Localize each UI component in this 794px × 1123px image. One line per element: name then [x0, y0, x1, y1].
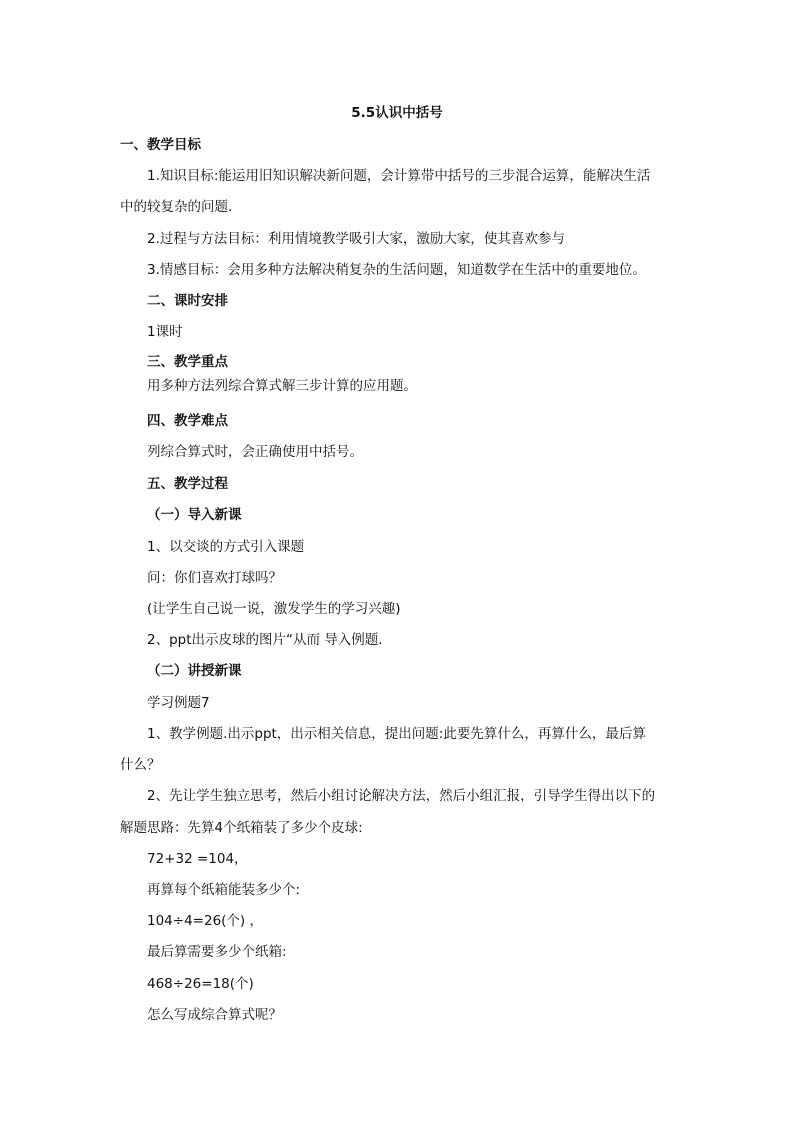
paragraph-process-goal: 2.过程与方法目标：利用情境教学吸引大家，激励大家，使其喜欢参与	[147, 231, 565, 247]
paragraph-question-final: 怎么写成综合算式呢？	[147, 1007, 282, 1023]
paragraph-step-2: 2、先让学生独立思考，然后小组讨论解决方法，然后小组汇报，引导学生得出以下的	[147, 788, 656, 804]
section-heading-difficulties: 四、教学难点	[147, 413, 228, 429]
paragraph-question: 问：你们喜欢打球吗？	[147, 570, 282, 586]
paragraph-step-1: 1、教学例题.出示ppt，出示相关信息，提出问题:此要先算什么，再算什么，最后算	[147, 726, 646, 742]
paragraph-step-2-cont: 解题思路：先算4个纸箱装了多少个皮球:	[120, 820, 363, 836]
section-heading-schedule: 二、课时安排	[147, 293, 228, 309]
paragraph-step-3: 再算每个纸箱能装多少个:	[147, 882, 301, 898]
paragraph-emotion-goal: 3.情感目标：会用多种方法解决稍复杂的生活问题，知道数学在生活中的重要地位。	[147, 262, 646, 278]
paragraph-knowledge-goal: 1.知识目标:能运用旧知识解决新问题，会计算带中括号的三步混合运算，能解决生活	[147, 168, 651, 184]
paragraph-key-points: 用多种方法列综合算式解三步计算的应用题。	[147, 378, 417, 394]
document-title: 5.5认识中括号	[351, 105, 443, 121]
subsection-heading-new-lesson: （二）讲授新课	[147, 663, 242, 679]
paragraph-note: (让学生自己说一说，激发学生的学习兴趣)	[147, 601, 401, 617]
paragraph-schedule: 1课时	[147, 324, 183, 340]
paragraph-step-1-cont: 什么？	[120, 757, 161, 773]
paragraph-difficulties: 列综合算式时，会正确使用中括号。	[147, 444, 363, 460]
subsection-heading-intro: （一）导入新课	[147, 507, 242, 523]
equation-1: 72+32 =104，	[147, 851, 248, 867]
paragraph-knowledge-goal-cont: 中的较复杂的问题.	[120, 199, 233, 215]
paragraph-step-4: 最后算需要多少个纸箱:	[147, 944, 287, 960]
equation-3: 468÷26=18(个)	[147, 976, 254, 992]
paragraph-intro-2: 2、ppt出示皮球的图片“从而 导入例题.	[147, 632, 383, 648]
section-heading-process: 五、教学过程	[147, 476, 228, 492]
paragraph-example-7: 学习例题7	[147, 695, 210, 711]
paragraph-intro-1: 1、以交谈的方式引入课题	[147, 539, 305, 555]
equation-2: 104÷4=26(个) ，	[147, 913, 263, 929]
section-heading-key-points: 三、教学重点	[147, 354, 228, 370]
section-heading-objectives: 一、教学目标	[120, 137, 201, 153]
